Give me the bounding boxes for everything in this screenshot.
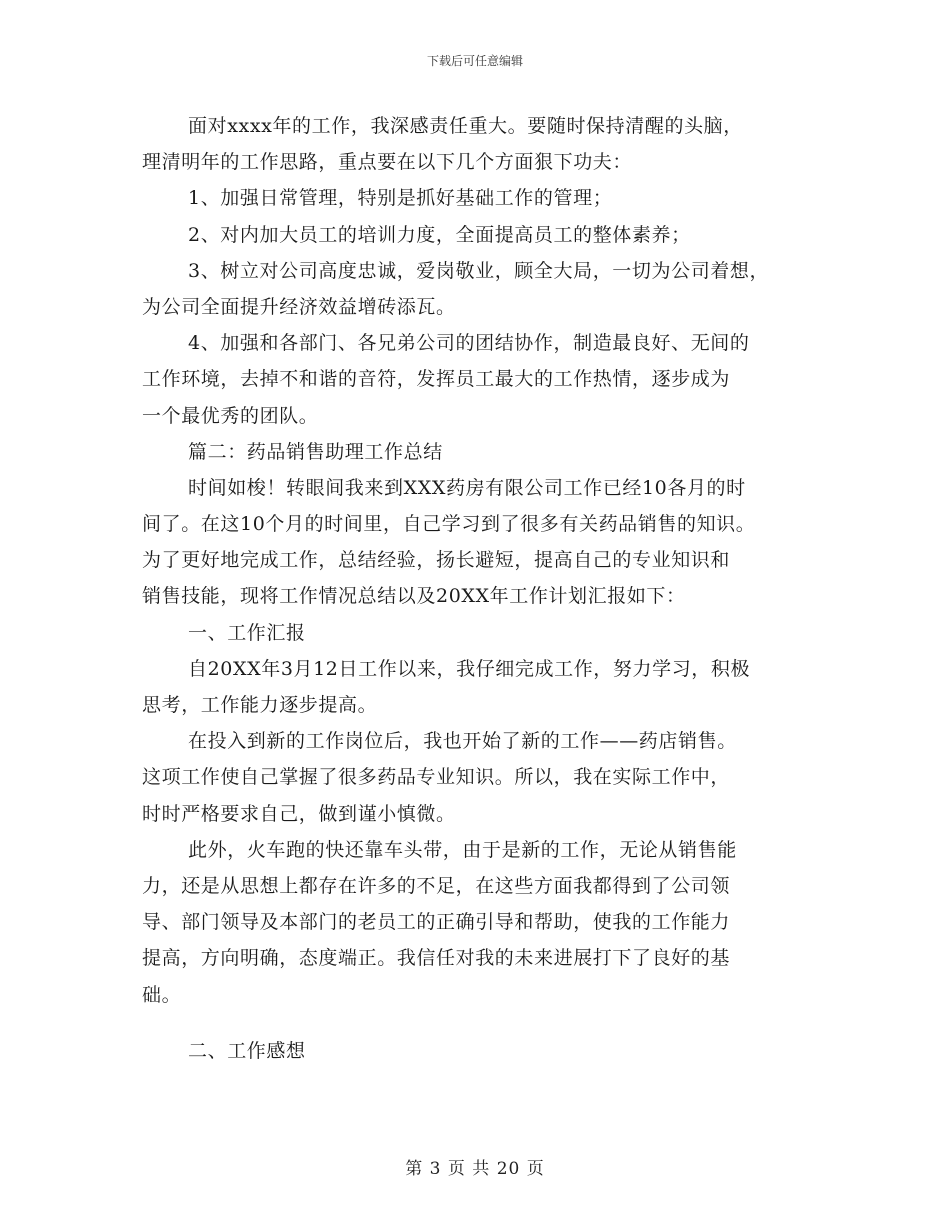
paragraph-line: 导、部门领导及本部门的老员工的正确引导和帮助，使我的工作能力	[142, 911, 731, 934]
list-item-2: 2、对内加大员工的培训力度，全面提高员工的整体素养；	[188, 223, 691, 246]
paragraph-line: 在投入到新的工作岗位后，我也开始了新的工作——药店销售。	[188, 730, 737, 753]
section-heading: 篇二：药品销售助理工作总结	[188, 440, 443, 463]
spacer	[142, 1013, 822, 1033]
list-item-4: 4、加强和各部门、各兄弟公司的团结协作，制造最良好、无间的	[188, 332, 750, 355]
paragraph-line: 此外，火车跑的快还靠车头带，由于是新的工作，无论从销售能	[188, 838, 737, 861]
paragraph-line: 工作环境，去掉不和谐的音符，发挥员工最大的工作热情，逐步成为	[142, 368, 731, 391]
paragraph-line: 自20XX年3月12日工作以来，我仔细完成工作，努力学习，积极	[188, 657, 751, 680]
list-item-3: 3、树立对公司高度忠诚，爱岗敬业，顾全大局，一切为公司着想，	[188, 259, 770, 282]
paragraph-line: 间了。在这10个月的时间里，自己学习到了很多有关药品销售的知识。	[142, 513, 756, 536]
paragraph-line: 思考，工作能力逐步提高。	[142, 694, 378, 716]
paragraph-line: 这项工作使自己掌握了很多药品专业知识。所以，我在实际工作中，	[142, 766, 731, 789]
paragraph-line: 提高，方向明确，态度端正。我信任对我的未来进展打下了良好的基	[142, 947, 731, 970]
page-header: 下载后可任意编辑	[426, 54, 523, 68]
paragraph-line: 为公司全面提升经济效益增砖添瓦。	[142, 295, 456, 318]
paragraph-line: 时间如梭！转眼间我来到XXX药房有限公司工作已经10各月的时	[188, 476, 746, 499]
paragraph-line: 础。	[142, 983, 182, 1006]
paragraph-line: 力，还是从思想上都存在许多的不足，在这些方面我都得到了公司领	[142, 874, 731, 897]
paragraph-line: 理清明年的工作思路，重点要在以下几个方面狠下功夫：	[142, 151, 633, 174]
page-number: 第 3 页 共 20 页	[405, 1159, 545, 1179]
paragraph-line: 销售技能，现将工作情况总结以及20XX年工作计划汇报如下：	[142, 585, 686, 608]
paragraph-line: 时时严格要求自己，做到谨小慎微。	[142, 802, 456, 825]
paragraph-line: 一个最优秀的团队。	[142, 404, 319, 427]
document-body	[142, 108, 822, 1069]
paragraph-line: 面对xxxx年的工作，我深感责任重大。要随时保持清醒的头脑，	[188, 115, 743, 137]
paragraph-line: 为了更好地完成工作，总结经验，扬长避短，提高自己的专业知识和	[142, 549, 731, 572]
subsection-heading: 二、工作感想	[188, 1039, 306, 1062]
subsection-heading: 一、工作汇报	[188, 621, 306, 644]
list-item-1: 1、加强日常管理，特别是抓好基础工作的管理；	[188, 187, 613, 210]
